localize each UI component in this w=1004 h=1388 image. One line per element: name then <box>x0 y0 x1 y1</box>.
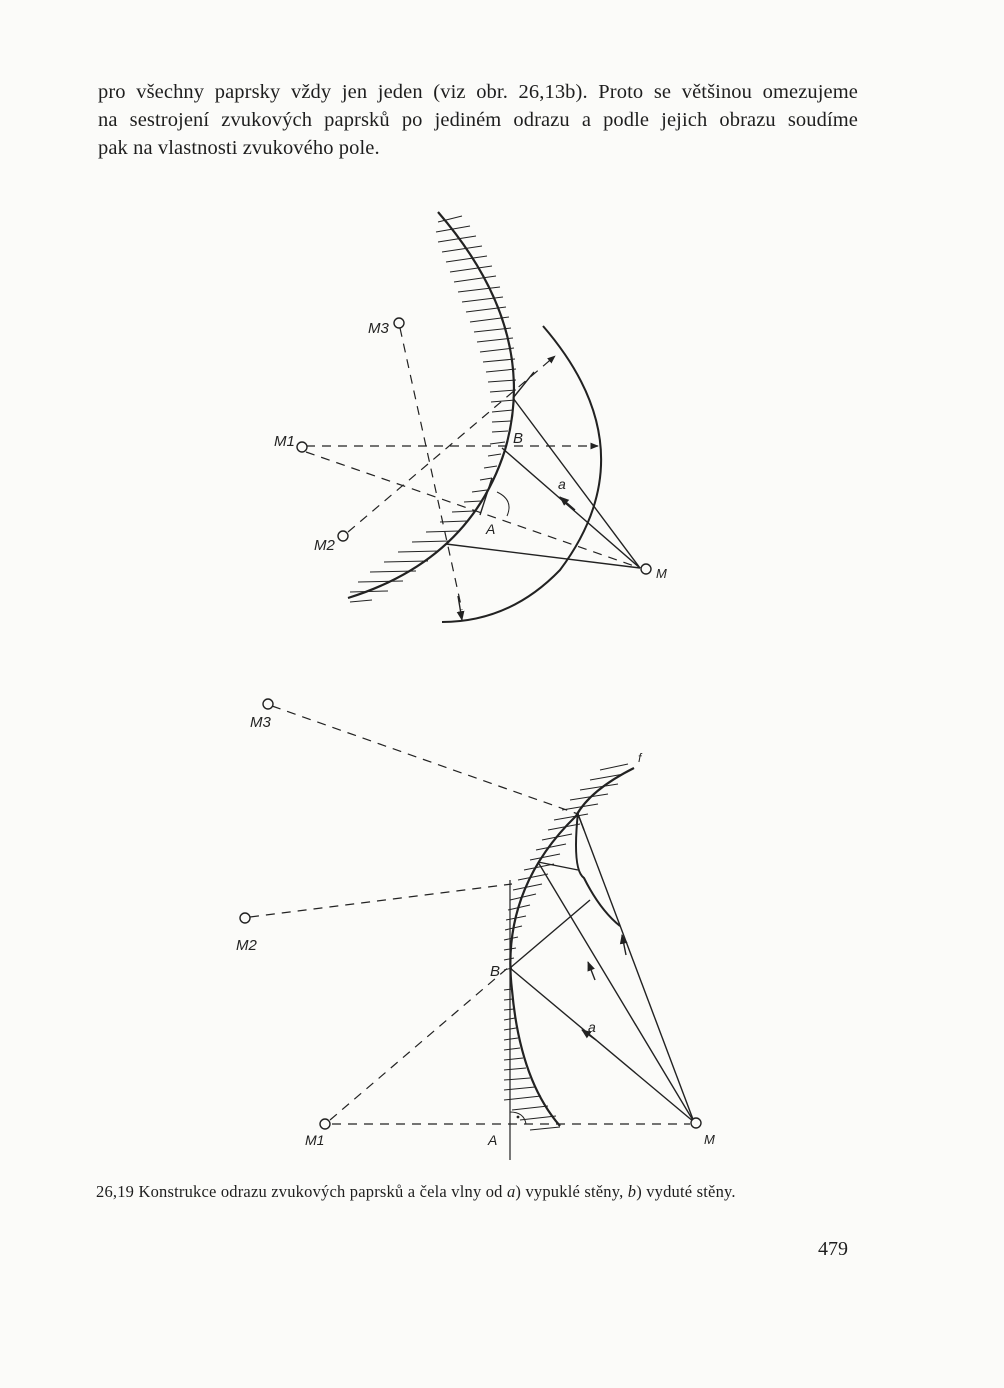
normal-a <box>480 478 492 515</box>
label-m2-a: M2 <box>314 537 335 554</box>
label-front-b: f <box>638 751 642 765</box>
figure-a-convex-wall <box>297 212 651 622</box>
ray-m-mid-b <box>538 862 694 1122</box>
point-m3-a <box>394 318 404 328</box>
point-source-a <box>641 564 651 574</box>
label-b-b: B <box>490 963 501 980</box>
page-number: 479 <box>818 1238 848 1260</box>
ray-arrow-b-2 <box>588 962 595 980</box>
caption-text-1: Konstrukce odrazu zvukových paprsků a čela vlny od <box>138 1182 507 1201</box>
dashed-m1-line-b <box>330 966 510 1120</box>
wave-front-arc-a <box>442 326 601 622</box>
label-a-b: A <box>488 1132 498 1148</box>
point-m2-b <box>240 913 250 923</box>
ray-m-b-b <box>510 968 694 1122</box>
label-m1-b: M1 <box>305 1132 325 1148</box>
label-ray-a: a <box>558 476 566 492</box>
dashed-m3-line <box>400 328 462 610</box>
dashed-m2-line-b <box>250 884 512 917</box>
figure-b-concave-wall <box>240 699 701 1160</box>
figure-caption <box>96 1182 866 1202</box>
normal-top <box>513 372 534 398</box>
convex-wall-curve <box>348 212 514 598</box>
dashed-m1-diagonal <box>306 452 640 568</box>
label-b-a: B <box>513 430 524 447</box>
point-m1-a <box>297 442 307 452</box>
point-m3-b <box>263 699 273 709</box>
label-m2-b: M2 <box>236 937 257 954</box>
label-source-a: M <box>656 566 667 581</box>
label-m3-b: M3 <box>250 714 271 731</box>
point-m1-b <box>320 1119 330 1129</box>
ray-m-top-b <box>578 814 694 1122</box>
ray-to-b <box>502 448 640 568</box>
dashed-m2-line <box>348 356 555 532</box>
point-source-b <box>691 1118 701 1128</box>
caption-b: b <box>627 1182 637 1201</box>
label-m1-a: M1 <box>274 433 295 450</box>
point-m2-a <box>338 531 348 541</box>
ray-to-top <box>513 398 640 568</box>
paragraph-line-1: pro všechny paprsky vždy jen jeden (viz obr. 26,13b). Proto se většinou omezujeme <box>98 81 858 103</box>
ray-b-reflect-b <box>510 900 590 968</box>
wall-hatching-a <box>350 216 516 602</box>
caption-number: 26,19 <box>96 1182 135 1201</box>
dashed-m3-line-b <box>272 706 578 814</box>
ray-to-bottom <box>446 544 640 568</box>
label-m3-a: M3 <box>368 320 389 337</box>
label-a-a: A <box>486 521 496 537</box>
caption-text-2: ) vypuklé stěny, <box>515 1182 628 1201</box>
label-ray-b: a <box>588 1019 596 1035</box>
angle-mark-a <box>497 492 509 516</box>
label-source-b: M <box>704 1132 715 1147</box>
concave-wall-curve <box>510 768 634 1126</box>
wall-hatching-b <box>504 764 628 1130</box>
caption-a: a <box>506 1182 516 1201</box>
caption-text-3: ) vyduté stěny. <box>636 1182 736 1201</box>
paragraph-line-2: na sestrojení zvukových paprsků po jediném odrazu a podle jejich obrazu soudíme <box>98 109 858 131</box>
ray-top-reflect-b <box>578 814 584 830</box>
ray-arrow-a <box>560 497 575 510</box>
paragraph-line-3: pak na vlastnosti zvukového pole. <box>98 137 380 159</box>
